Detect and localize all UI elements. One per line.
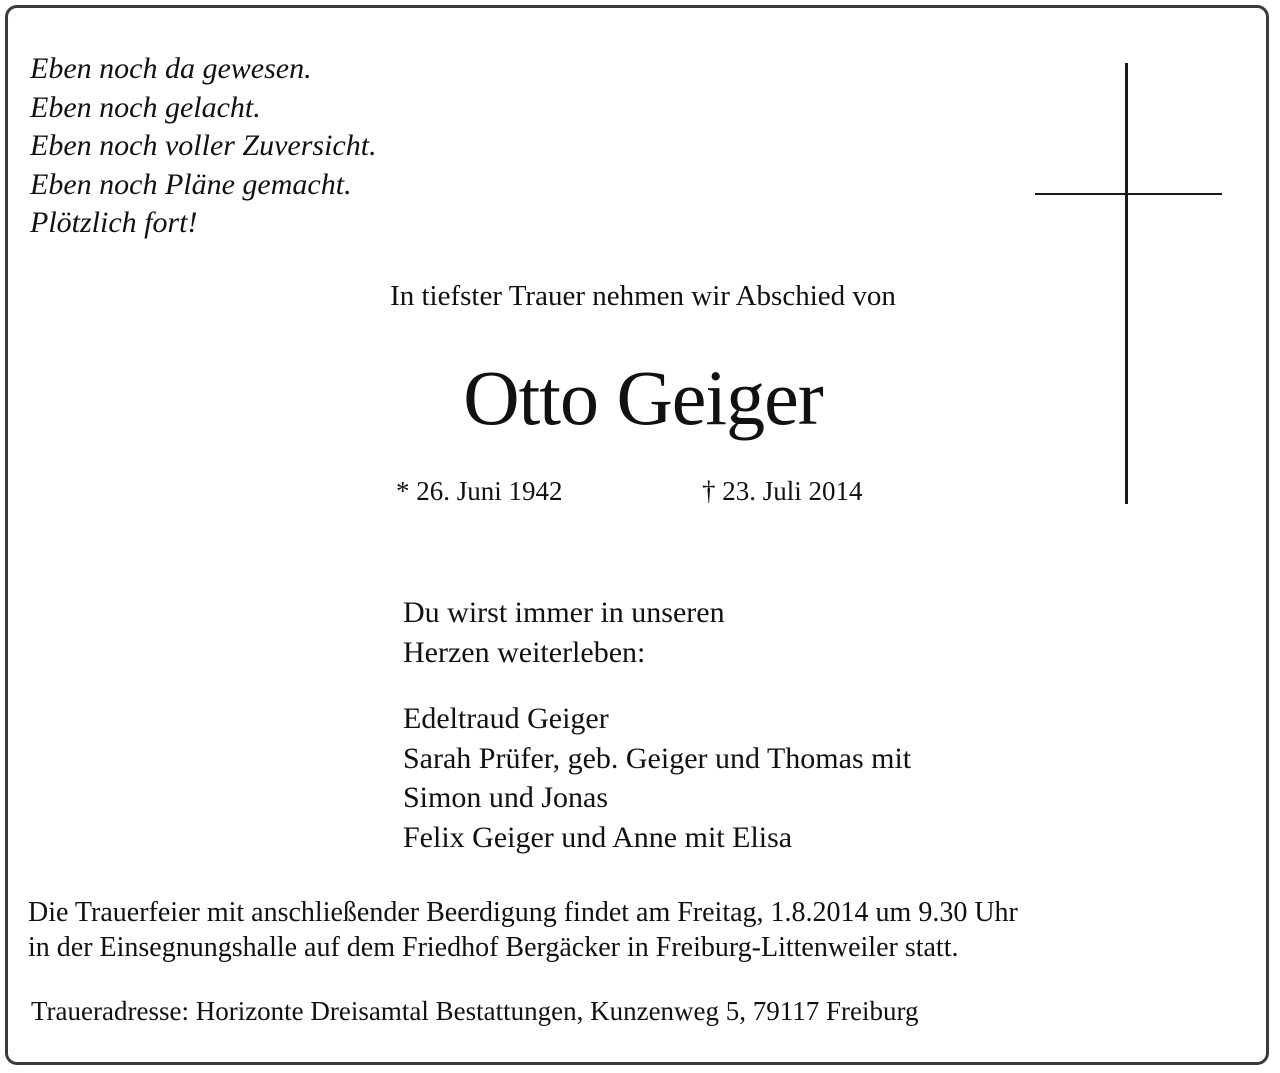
poem-line: Eben noch Pläne gemacht. bbox=[30, 167, 352, 201]
family-member: Sarah Prüfer, geb. Geiger und Thomas mit bbox=[403, 741, 912, 775]
deceased-name: Otto Geiger bbox=[463, 354, 823, 441]
death-date: † 23. Juli 2014 bbox=[702, 476, 863, 506]
family-list bbox=[403, 699, 911, 857]
family-member: Felix Geiger und Anne mit Elisa bbox=[403, 820, 793, 854]
tribute-text bbox=[403, 593, 725, 672]
ceremony-line: Die Trauerfeier mit anschließender Beerdigung findet am Freitag, 1.8.2014 um 9.30 Uhr bbox=[28, 897, 1018, 928]
birth-date: * 26. Juni 1942 bbox=[396, 476, 563, 506]
obituary-notice bbox=[5, 5, 1269, 1065]
intro-text: In tiefster Trauer nehmen wir Abschied von bbox=[390, 280, 896, 312]
tribute-line: Du wirst immer in unseren bbox=[403, 596, 725, 629]
cross-icon-horizontal-bar bbox=[1035, 193, 1222, 195]
poem bbox=[30, 50, 377, 243]
poem-line: Eben noch gelacht. bbox=[30, 90, 261, 124]
tribute-line: Herzen weiterleben: bbox=[403, 635, 646, 669]
mourning-address: Traueradresse: Horizonte Dreisamtal Bestattungen, Kunzenweg 5, 79117 Freiburg bbox=[31, 996, 919, 1026]
family-member: Edeltraud Geiger bbox=[403, 702, 609, 735]
poem-line: Eben noch da gewesen. bbox=[30, 52, 312, 85]
ceremony-info bbox=[28, 895, 1018, 965]
poem-line: Plötzlich fort! bbox=[30, 206, 198, 239]
family-member: Simon und Jonas bbox=[403, 781, 609, 814]
ceremony-line: in der Einsegnungshalle auf dem Friedhof Bergäcker in Freiburg-Littenweiler statt. bbox=[28, 932, 959, 963]
poem-line: Eben noch voller Zuversicht. bbox=[30, 129, 377, 162]
